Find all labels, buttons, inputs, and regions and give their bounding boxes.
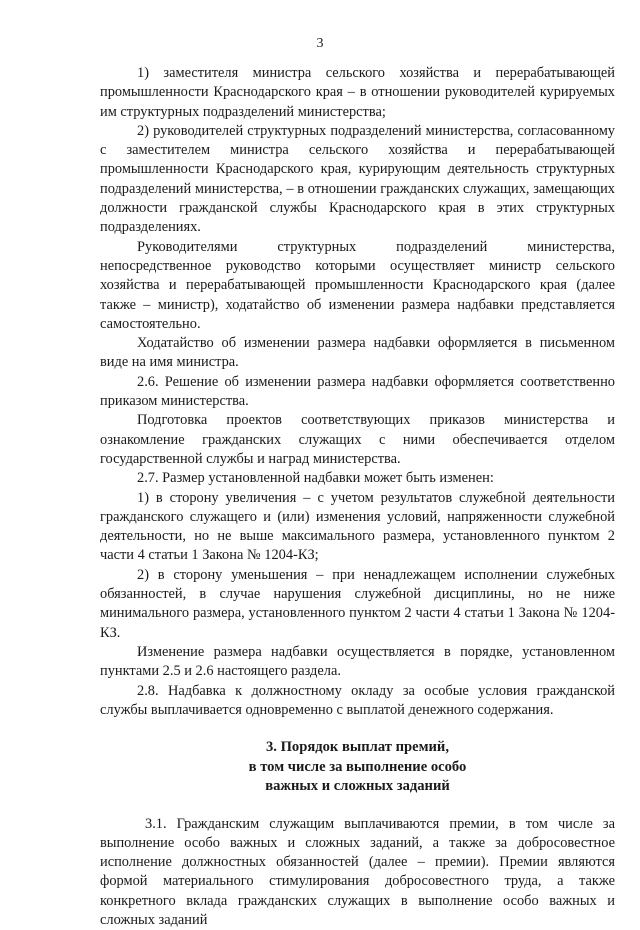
section-heading xyxy=(100,738,615,797)
document-body xyxy=(100,64,615,930)
paragraph: 2) руководителей структурных подразделений министерства, согласованному с заместителем министра сельского хозяйства и перерабатывающей промышленности Краснодарского края, курирующим деятельность структурных подразделений министерства, – в отношении гражданских служащих, замещающих должности гражданской службы Краснодарского края в этих структурных подразделениях. xyxy=(100,122,615,236)
section-heading-line: в том числе за выполнение особо xyxy=(248,758,467,775)
paragraph: 2.8. Надбавка к должностному окладу за особые условия гражданской службы выплачивается одновременно с выплатой денежного содержания. xyxy=(100,682,615,718)
paragraph: Подготовка проектов соответствующих приказов министерства и ознакомление гражданских служащих с ними обеспечивается отделом государственной службы и наград министерства. xyxy=(100,412,615,467)
paragraph: Руководителями структурных подразделений министерства, непосредственное руководство которыми осуществляет министр сельского хозяйства и перерабатывающей промышленности Краснодарского края (далее также – министр), ходатайство об изменении размера надбавки представляется самостоятельно. xyxy=(100,238,615,332)
paragraph: 1) в сторону увеличения – с учетом результатов служебной деятельности гражданского служащего и (или) изменения условий, напряженности служебной деятельности, но не выше максимального размера, установленного пунктом 2 части 4 статьи 1 Закона № 1204-КЗ; xyxy=(100,489,615,564)
section-heading-line: важных и сложных заданий xyxy=(265,778,450,795)
paragraph: 2.7. Размер установленной надбавки может быть изменен: xyxy=(137,470,494,487)
paragraph: 3.1. Гражданским служащим выплачиваются премии, в том числе за выполнение особо важных и сложных заданий, а также за добросовестное исполнение должностных обязанностей (далее – премии). Премии являются формой материального стимулирования добросовестного труда, а также конкретного вклада гражданских служащих в выполнение особо важных и сложных заданий xyxy=(100,815,615,929)
paragraph: Ходатайство об изменении размера надбавки оформляется в письменном виде на имя министра. xyxy=(100,335,615,371)
section-heading-line: 3. Порядок выплат премий, xyxy=(265,739,449,756)
page-number: 3 xyxy=(316,36,324,51)
paragraph: 2) в сторону уменьшения – при ненадлежащем исполнении служебных обязанностей, в случае нарушения служебной дисциплины, но не ниже минимального размера, установленного пунктом 2 части 4 статьи 1 Закона № 1204-КЗ. xyxy=(100,566,615,641)
paragraph: 2.6. Решение об изменении размера надбавки оформляется соответственно приказом министерства. xyxy=(100,373,615,410)
paragraph: 1) заместителя министра сельского хозяйства и перерабатывающей промышленности Краснодарского края – в отношении руководителей курируемых им структурных подразделений министерства; xyxy=(100,65,615,120)
paragraph: Изменение размера надбавки осуществляется в порядке, установленном пунктами 2.5 и 2.6 настоящего раздела. xyxy=(100,643,615,680)
